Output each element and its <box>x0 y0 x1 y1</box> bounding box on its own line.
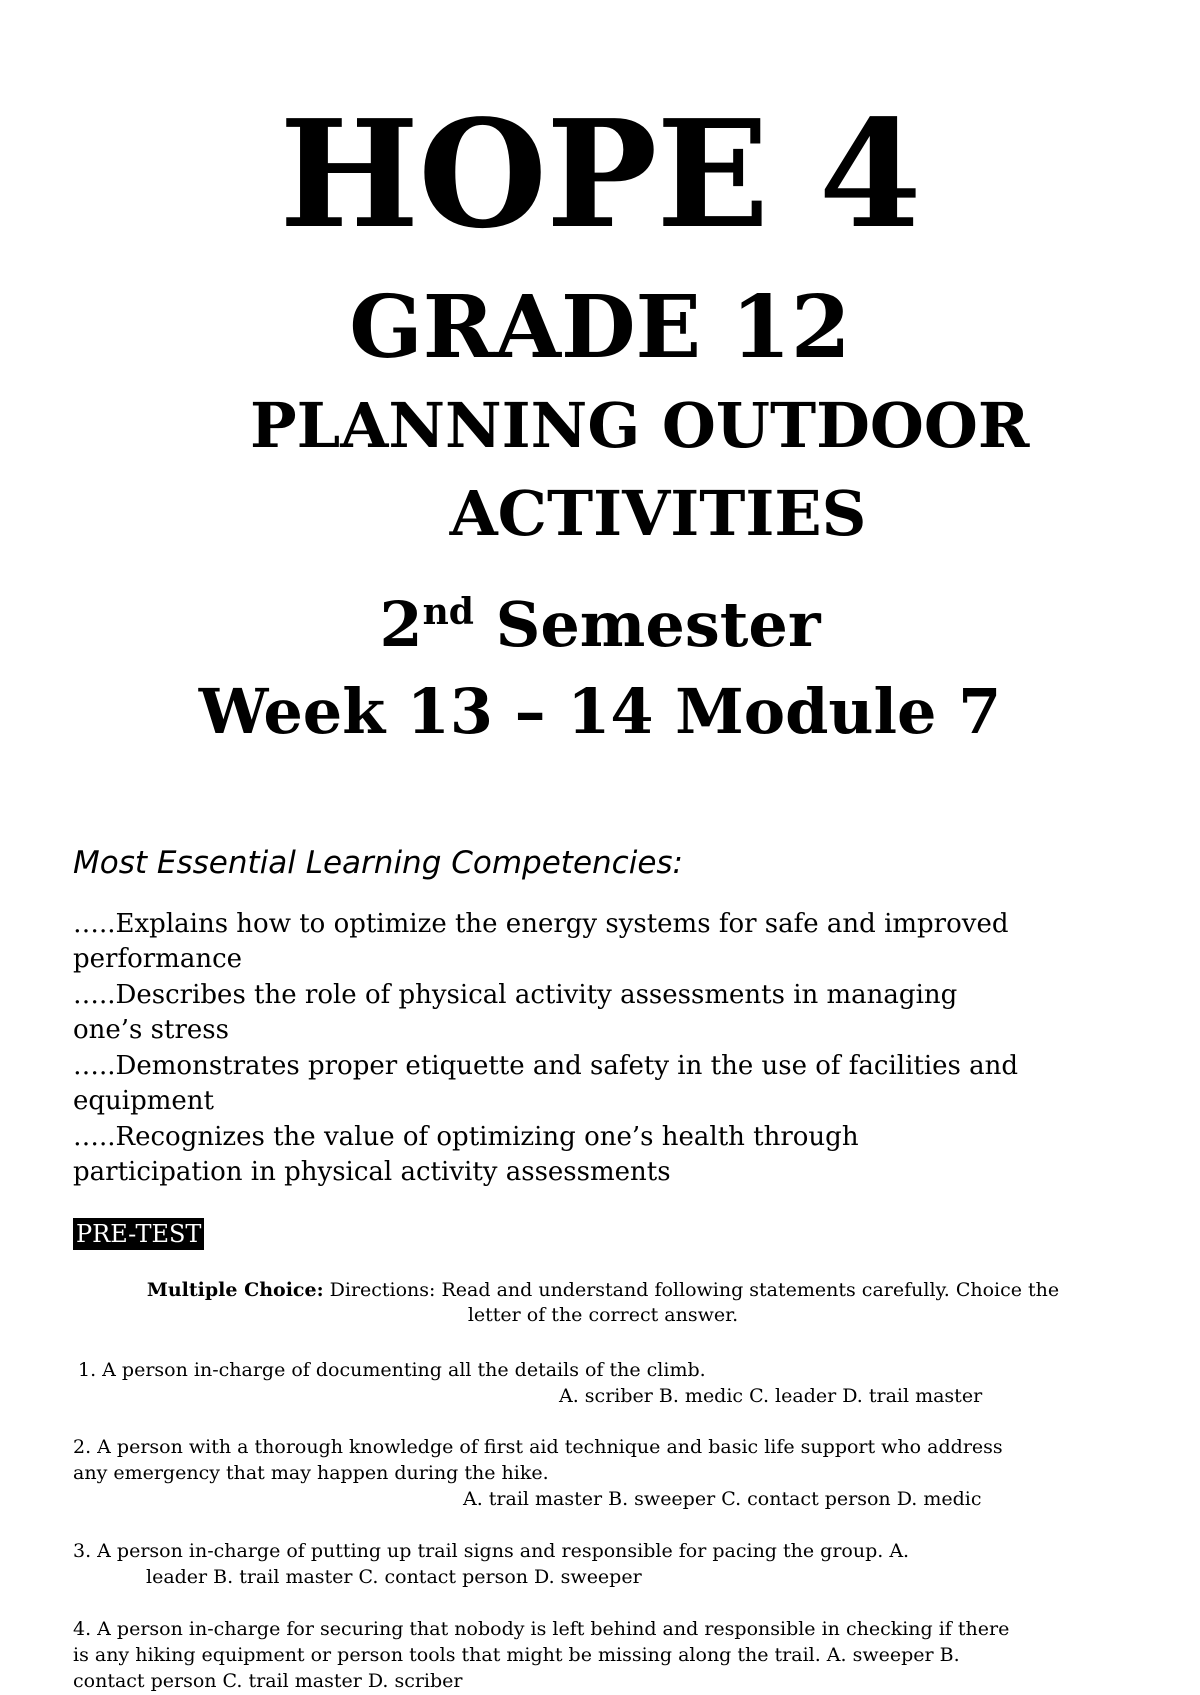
week-module-heading: Week 13 – 14 Module 7 <box>198 675 1002 748</box>
question-3 <box>73 1538 909 1590</box>
competency-text-continued: one’s stress <box>73 1015 229 1045</box>
question-text: 3. A person in-charge of putting up trail signs and responsible for pacing the group. A. <box>73 1540 910 1562</box>
question-options: A. trail master B. sweeper C. contact person D. medic <box>463 1488 982 1510</box>
competency-item <box>73 907 1133 977</box>
competency-item <box>73 978 1133 1048</box>
question-text-continued: is any hiking equipment or person tools that might be missing along the trail. A. sweeper B. <box>73 1644 960 1666</box>
competency-text: …..Recognizes the value of optimizing one’s health through <box>73 1122 859 1152</box>
directions-line-2: letter of the correct answer. <box>467 1304 739 1326</box>
competency-item <box>73 1120 1133 1190</box>
question-text: 4. A person in-charge for securing that nobody is left behind and responsible in checking if there <box>73 1618 1010 1640</box>
question-options: contact person C. trail master D. scriber <box>73 1670 463 1692</box>
competency-text-continued: performance <box>73 944 243 974</box>
subject-title: HOPE 4 <box>279 87 921 261</box>
directions-label: Multiple Choice: <box>146 1279 324 1301</box>
directions-line-1: Directions: Read and understand following statements carefully. Choice the <box>323 1279 1060 1301</box>
semester-ordinal-suffix: nd <box>422 591 474 633</box>
question-options: leader B. trail master C. contact person D. sweeper <box>146 1566 642 1588</box>
topic-line-1: PLANNING OUTDOOR <box>250 389 1030 462</box>
melc-heading: Most Essential Learning Competencies: <box>73 845 683 881</box>
question-text: 1. A person in-charge of documenting all the details of the climb. <box>78 1359 706 1381</box>
question-text: 2. A person with a thorough knowledge of first aid technique and basic life support who address <box>73 1436 1003 1458</box>
question-1 <box>78 1357 982 1409</box>
question-text-continued: any emergency that may happen during the hike. <box>73 1462 549 1484</box>
competency-text-continued: equipment <box>73 1086 214 1116</box>
question-4 <box>73 1616 1009 1694</box>
competency-text: …..Describes the role of physical activity assessments in managing <box>73 980 958 1010</box>
competency-text: …..Explains how to optimize the energy systems for safe and improved <box>73 909 1009 939</box>
topic-line-2: ACTIVITIES <box>449 477 867 550</box>
question-options: A. scriber B. medic C. leader D. trail master <box>559 1385 983 1407</box>
pretest-badge: PRE-TEST <box>73 1218 204 1250</box>
semester-number: 2 <box>379 588 423 661</box>
grade-level: GRADE 12 <box>349 277 851 378</box>
competency-item <box>73 1049 1133 1119</box>
competency-list <box>73 907 1133 1191</box>
directions-text <box>73 1278 1133 1328</box>
competency-text: …..Demonstrates proper etiquette and safety in the use of facilities and <box>73 1051 1019 1081</box>
competency-text-continued: participation in physical activity assessments <box>73 1157 671 1187</box>
semester-heading <box>0 588 1200 661</box>
semester-word: Semester <box>495 588 821 661</box>
question-2 <box>73 1434 1003 1512</box>
